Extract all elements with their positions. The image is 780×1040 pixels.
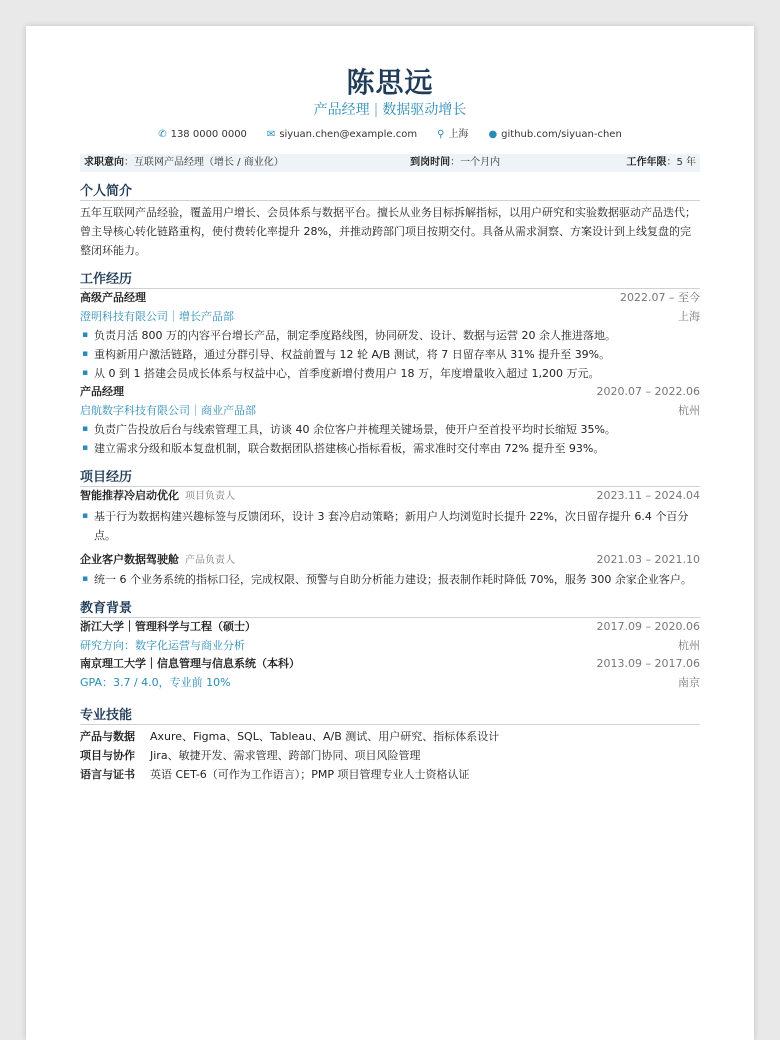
job-intent-bar — [80, 154, 700, 172]
job-entry — [80, 383, 700, 458]
project-dates: 2021.03 – 2021.10 — [596, 552, 700, 566]
education-entry — [80, 618, 700, 655]
phone-text: 138 0000 0000 — [170, 129, 247, 140]
skill-list: Jira、敏捷开发、需求管理、跨部门协同、项目风险管理 — [150, 749, 421, 762]
school-name: 浙江大学｜管理科学与工程（硕士） — [80, 620, 256, 633]
bullet-item: ▪ 负责月活 800 万的内容平台增长产品，制定季度路线图，协同研发、设计、数据与运营 20 余人推进落地。 — [80, 326, 700, 345]
years-field: 工作年限：5 年 — [626, 157, 696, 168]
years-value: 5 年 — [676, 157, 696, 168]
start-label: 到岗时间 — [410, 157, 451, 168]
section-heading: 教育背景 — [80, 601, 700, 618]
title-role: 产品经理 — [313, 102, 370, 118]
skill-category: 语言与证书 — [80, 768, 135, 781]
skill-category: 产品与数据 — [80, 730, 135, 743]
start-field: 到岗时间：一个月内 — [410, 157, 501, 168]
contact-phone — [158, 128, 247, 142]
location-icon: ⚲ — [437, 129, 445, 140]
skill-row — [80, 727, 700, 746]
candidate-name: 陈思远 — [346, 66, 434, 99]
section-heading: 工作经历 — [80, 272, 700, 289]
project-role: 项目负责人 — [185, 491, 235, 502]
contact-row — [80, 128, 700, 142]
city-text: 上海 — [448, 129, 469, 140]
bullet-item: ▪ 建立需求分级和版本复盘机制，联合数据团队搭建核心指标看板，需求准时交付率由 72% 提升至 93%。 — [80, 439, 700, 458]
job-company: 澄明科技有限公司｜增长产品部 — [80, 309, 234, 323]
intent-field: 求职意向：互联网产品经理（增长 / 商业化） — [84, 157, 284, 168]
work-section — [80, 272, 700, 458]
intent-value: 互联网产品经理（增长 / 商业化） — [134, 157, 284, 168]
summary-section — [80, 184, 700, 260]
job-bullets — [80, 326, 700, 383]
resume-content — [80, 66, 700, 784]
job-entry — [80, 289, 700, 383]
intent-label: 求职意向 — [84, 157, 124, 168]
school-detail: GPA：3.7 / 4.0，专业前 10% — [80, 675, 231, 689]
start-value: 一个月内 — [460, 157, 501, 168]
education-entry — [80, 655, 700, 692]
mail-icon: ✉ — [266, 129, 276, 140]
project-entry — [80, 551, 700, 590]
github-icon: ● — [488, 129, 498, 140]
skills-section — [80, 708, 700, 784]
school-name: 南京理工大学｜信息管理与信息系统（本科） — [80, 657, 300, 670]
skill-row — [80, 765, 700, 784]
candidate-title — [80, 100, 700, 120]
project-name: 企业客户数据驾驶舱 — [80, 552, 179, 566]
bullet-item: ▪ 基于行为数据构建兴趣标签与反馈闭环，设计 3 套冷启动策略；新用户人均浏览时长提升 22%，次日留存提升 6.4 个百分点。 — [80, 507, 700, 545]
job-city: 上海 — [678, 309, 700, 323]
job-position: 高级产品经理 — [80, 291, 146, 304]
skill-list: Axure、Figma、SQL、Tableau、A/B 测试、用户研究、指标体系设计 — [150, 730, 500, 743]
bullet-item: ▪ 负责广告投放后台与线索管理工具，访谈 40 余位客户并梳理关键场景，使开户至首投平均时长缩短 35%。 — [80, 420, 700, 439]
contact-github[interactable] — [488, 128, 621, 142]
skill-row — [80, 746, 700, 765]
bullet-item: ▪ 统一 6 个业务系统的指标口径，完成权限、预警与自助分析能力建设；报表制作耗时降低 70%，服务 300 余家企业客户。 — [80, 570, 700, 589]
project-role: 产品负责人 — [185, 554, 235, 566]
education-section — [80, 601, 700, 692]
project-bullets — [80, 570, 700, 589]
bullet-item: ▪ 重构新用户激活链路，通过分群引导、权益前置与 12 轮 A/B 测试，将 7 日留存率从 31% 提升至 39%。 — [80, 345, 700, 364]
contact-city — [437, 128, 468, 142]
job-dates: 2020.07 – 2022.06 — [596, 385, 700, 398]
job-city: 杭州 — [678, 403, 700, 417]
title-focus: 数据驱动增长 — [382, 102, 467, 118]
job-company: 启航数字科技有限公司｜商业产品部 — [80, 403, 256, 417]
bullet-item: ▪ 从 0 到 1 搭建会员成长体系与权益中心，首季度新增付费用户 18 万，年度增量收入超过 1,200 万元。 — [80, 364, 700, 383]
school-city: 南京 — [678, 675, 700, 689]
section-heading: 专业技能 — [80, 708, 700, 725]
job-dates: 2022.07 – 至今 — [620, 291, 700, 304]
project-dates: 2023.11 – 2024.04 — [596, 489, 700, 502]
school-dates: 2013.09 – 2017.06 — [596, 657, 700, 670]
summary-text: 五年互联网产品经验，覆盖用户增长、会员体系与数据平台。擅长从业务目标拆解指标，以用户研究和实验数据驱动产品迭代；曾主导核心转化链路重构，使付费转化率提升 28%，并推动跨部门项目按期交付。具备从需求洞察、方案设计到上线复盘的完整闭环能力。 — [80, 206, 696, 257]
school-city: 杭州 — [678, 638, 700, 652]
school-detail: 研究方向：数字化运营与商业分析 — [80, 638, 245, 652]
job-position: 产品经理 — [80, 385, 124, 398]
section-heading: 个人简介 — [80, 184, 700, 201]
years-label: 工作年限 — [626, 157, 667, 168]
resume-page — [26, 26, 754, 1040]
contact-email[interactable] — [267, 128, 417, 142]
github-text: github.com/siyuan-chen — [501, 129, 622, 140]
email-text: siyuan.chen@example.com — [279, 129, 418, 140]
project-bullets — [80, 507, 700, 545]
projects-section — [80, 470, 700, 589]
school-dates: 2017.09 – 2020.06 — [596, 620, 700, 633]
project-entry — [80, 487, 700, 545]
job-bullets — [80, 420, 700, 458]
section-heading: 项目经历 — [80, 470, 700, 487]
skill-list: 英语 CET-6（可作为工作语言）；PMP 项目管理专业人士资格认证 — [150, 768, 470, 781]
project-name: 智能推荐冷启动优化 — [80, 489, 179, 502]
skill-category: 项目与协作 — [80, 749, 135, 762]
phone-icon: ✆ — [158, 129, 167, 140]
title-separator: | — [373, 102, 379, 118]
